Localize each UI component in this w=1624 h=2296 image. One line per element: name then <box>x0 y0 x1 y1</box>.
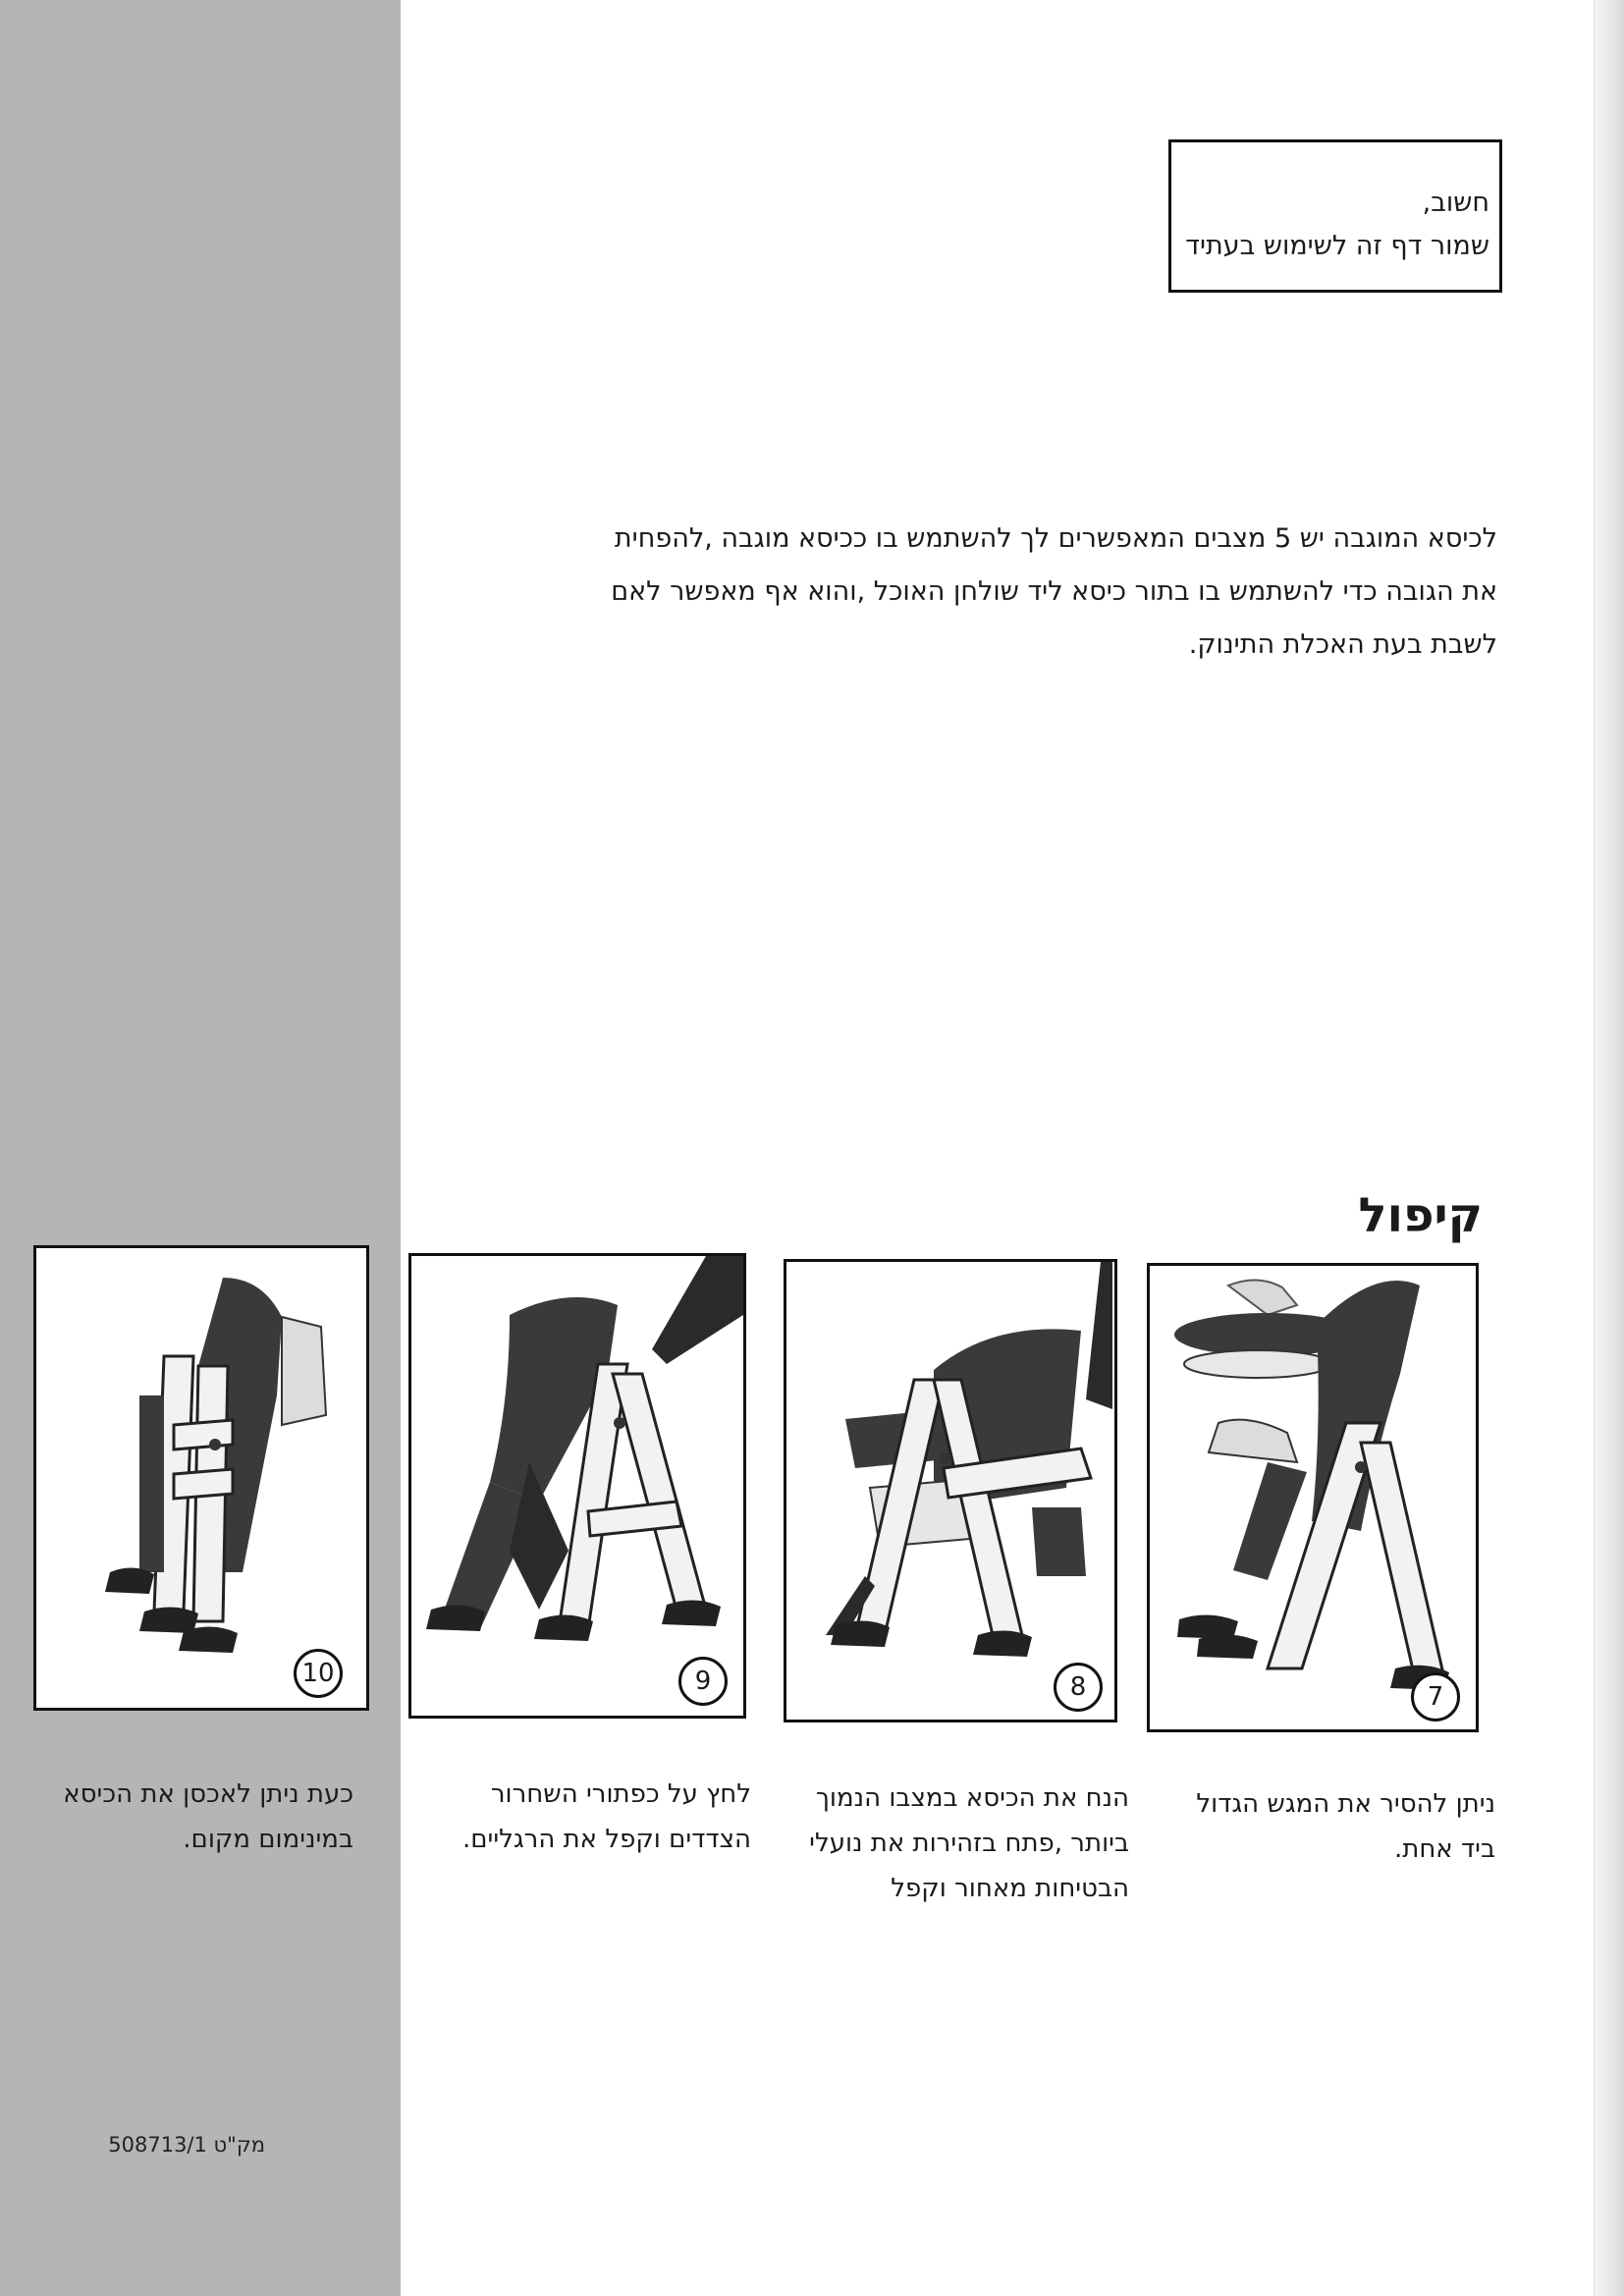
step-9-caption <box>403 1772 751 1862</box>
step-8-caption-line: ביותר ,פתח בזהירות את נועלי <box>809 1829 1129 1858</box>
step-10-number: 10 <box>294 1649 343 1698</box>
intro-paragraph <box>611 513 1497 672</box>
step-10-caption <box>20 1772 353 1862</box>
step-8-number: 8 <box>1054 1663 1103 1712</box>
important-note-box <box>1168 139 1502 293</box>
chair-with-tray-icon <box>1150 1266 1476 1729</box>
step-9-illustration <box>408 1253 746 1719</box>
note-line-2: שמור דף זה לשימוש בעתיד <box>1185 231 1489 261</box>
step-9-number: 9 <box>678 1657 728 1706</box>
page-edge-shadow <box>1594 0 1624 2296</box>
step-8-caption-line: הבטיחות מאחור וקפל <box>891 1874 1129 1903</box>
chair-folding-legs-icon <box>411 1256 743 1716</box>
step-7-caption-line: ביד אחת. <box>1393 1834 1495 1864</box>
step-7-number: 7 <box>1411 1672 1460 1722</box>
note-line-1: חשוב, <box>1422 188 1489 218</box>
chair-folded-icon <box>36 1248 366 1708</box>
intro-line-1: לכיסא המוגבה יש 5 מצבים המאפשרים לך להשתמש בו ככיסא מוגבה ,להפחית <box>614 523 1497 554</box>
step-8-caption-line: הנח את הכיסא במצבו הנמוך <box>815 1783 1129 1813</box>
chair-low-position-icon <box>786 1262 1114 1720</box>
grey-side-band <box>0 0 401 2296</box>
step-7-caption-line: ניתן להסיר את המגש הגדול <box>1196 1789 1495 1819</box>
section-title-folding: קיפול <box>1358 1188 1483 1243</box>
intro-line-2: את הגובה כדי להשתמש בו בתור כיסא ליד שולחן האוכל ,והוא אף מאפשר לאם <box>611 576 1497 607</box>
step-10-caption-line: כעת ניתן לאכסן את הכיסא <box>63 1779 353 1809</box>
step-7-illustration <box>1147 1263 1479 1732</box>
step-8-illustration <box>784 1259 1117 1722</box>
step-7-caption <box>1154 1781 1495 1872</box>
step-9-caption-line: לחץ על כפתורי השחרור <box>490 1779 751 1809</box>
step-10-caption-line: במינימום מקום. <box>183 1825 353 1854</box>
step-10-illustration <box>33 1245 369 1711</box>
step-8-caption <box>776 1776 1129 1911</box>
step-9-caption-line: הצדדים וקפל את הרגליים. <box>462 1825 751 1854</box>
catalog-number: מק"ט 508713/1 <box>108 2133 265 2157</box>
intro-line-3: לשבת בעת האכלת התינוק. <box>1188 629 1497 660</box>
